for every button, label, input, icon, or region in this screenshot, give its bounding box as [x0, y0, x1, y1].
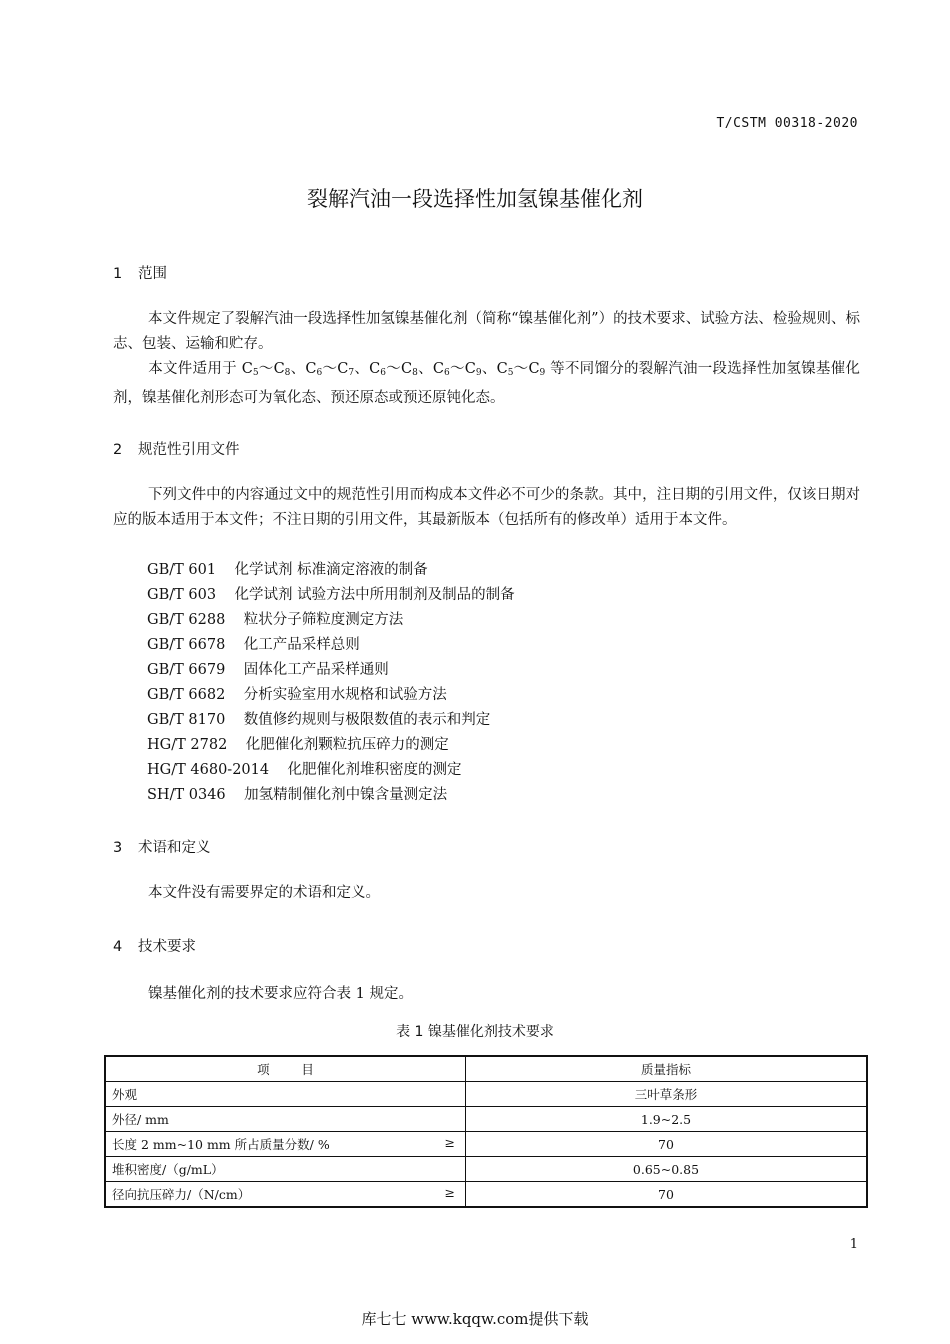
reference-title: 数值修约规则与极限数值的表示和判定 — [243, 712, 491, 728]
operator-symbol: ≥ — [444, 1185, 455, 1200]
column-header-item: 项 目 — [105, 1056, 466, 1082]
references-intro: 下列文件中的内容通过文中的规范性引用而构成本文件必不可少的条款。其中，注日期的引用文件，仅该日期对应的版本适用于本文件；不注日期的引用文件，其最新版本（包括所有的修改单）适用于本文件。 — [113, 487, 860, 528]
reference-code: GB/T 6682 — [147, 687, 226, 703]
column-header-spec: 质量指标 — [466, 1056, 868, 1082]
fraction-range-list: $C_5\sim C_8$、$C_6\sim C_7$、$C_6\sim C_8$、$C_6\sim C_9$、$C_5\sim C_9$ — [236, 361, 546, 378]
scope-paragraph-1: 本文件规定了裂解汽油一段选择性加氢镍基催化剂（简称“镍基催化剂”）的技术要求、试验方法、检验规则、标志、包装、运输和贮存。 — [113, 311, 860, 352]
reference-code: GB/T 601 — [147, 562, 217, 578]
reference-code: GB/T 6288 — [147, 612, 226, 628]
section-title: 术语和定义 — [138, 840, 211, 856]
reference-item — [147, 633, 360, 658]
reference-title: 分析实验室用水规格和试验方法 — [243, 687, 447, 703]
section-title: 规范性引用文件 — [138, 442, 240, 458]
row-value-cell: 0.65~0.85 — [466, 1157, 868, 1182]
scope-paragraph-2: 本文件适用于 $C_5\sim C_8$、$C_6\sim C_7$、$C_6\sim C_8$、$C_6\sim C_9$、$C_5\sim C_9$ 等不同馏分的裂解汽油一段选择性加氢镍基催化剂，镍基催化剂形态可为氧化态、预还原态或预还原钝化态。 — [113, 361, 860, 406]
reference-item — [147, 658, 389, 683]
table-row — [105, 1107, 867, 1132]
reference-code: GB/T 603 — [147, 587, 217, 603]
reference-code: GB/T 6678 — [147, 637, 226, 653]
row-value-cell: 70 — [466, 1132, 868, 1157]
document-title: 裂解汽油一段选择性加氢镍基催化剂 — [307, 187, 643, 211]
reference-title: 化工产品采样总则 — [243, 637, 360, 653]
standard-code: T/CSTM 00318-2020 — [716, 116, 858, 131]
reference-title: 化肥催化剂堆积密度的测定 — [287, 762, 462, 778]
reference-item — [147, 608, 403, 633]
table-row — [105, 1132, 867, 1157]
reference-code: SH/T 0346 — [147, 787, 226, 803]
section-number: 1 — [113, 266, 123, 282]
reference-title: 化学试剂 试验方法中所用制剂及制品的制备 — [234, 587, 515, 603]
reference-item — [147, 683, 447, 708]
row-item-cell: 堆积密度/（g/mL） — [105, 1157, 466, 1182]
terms-paragraph: 本文件没有需要界定的术语和定义。 — [148, 885, 380, 901]
reference-code: HG/T 4680-2014 — [147, 762, 270, 778]
footer-watermark: 库七七 www.kqqw.com提供下载 — [361, 1310, 589, 1328]
table-header-row — [105, 1056, 867, 1082]
table-row — [105, 1157, 867, 1182]
section-title: 技术要求 — [138, 939, 196, 955]
reference-title: 化肥催化剂颗粒抗压碎力的测定 — [245, 737, 449, 753]
table-row — [105, 1082, 867, 1107]
reference-item — [147, 733, 449, 758]
tech-requirements-paragraph: 镍基催化剂的技术要求应符合表 1 规定。 — [148, 986, 413, 1002]
operator-symbol: ≥ — [444, 1135, 455, 1150]
section-1-heading — [113, 262, 167, 283]
row-value-cell: 三叶草条形 — [466, 1082, 868, 1107]
reference-item — [147, 758, 462, 783]
section-3-heading — [113, 836, 211, 857]
row-item-cell: 外观 — [105, 1082, 466, 1107]
reference-title: 化学试剂 标准滴定溶液的制备 — [234, 562, 428, 578]
reference-title: 粒状分子筛粒度测定方法 — [243, 612, 404, 628]
row-value-cell: 70 — [466, 1182, 868, 1208]
table-row — [105, 1182, 867, 1208]
section-4-heading — [113, 935, 196, 956]
row-value-cell: 1.9~2.5 — [466, 1107, 868, 1132]
reference-item — [147, 558, 428, 583]
reference-item — [147, 583, 515, 608]
reference-code: GB/T 8170 — [147, 712, 226, 728]
section-number: 2 — [113, 442, 123, 458]
table-caption: 表 1 镍基催化剂技术要求 — [396, 1024, 554, 1040]
reference-title: 固体化工产品采样通则 — [243, 662, 389, 678]
section-number: 4 — [113, 939, 123, 955]
section-number: 3 — [113, 840, 123, 856]
row-item-cell: 外径/ mm — [105, 1107, 466, 1132]
reference-item — [147, 708, 490, 733]
reference-code: GB/T 6679 — [147, 662, 226, 678]
row-item-cell: 长度 2 mm~10 mm 所占质量分数/ % ≥ — [105, 1132, 466, 1157]
section-title: 范围 — [138, 266, 167, 282]
reference-code: HG/T 2782 — [147, 737, 228, 753]
page-number: 1 — [849, 1237, 858, 1252]
row-item-cell: 径向抗压碎力/（N/cm） ≥ — [105, 1182, 466, 1208]
tech-requirements-table — [104, 1055, 868, 1208]
section-2-heading — [113, 438, 240, 459]
reference-title: 加氢精制催化剂中镍含量测定法 — [244, 787, 448, 803]
reference-item — [147, 783, 447, 808]
